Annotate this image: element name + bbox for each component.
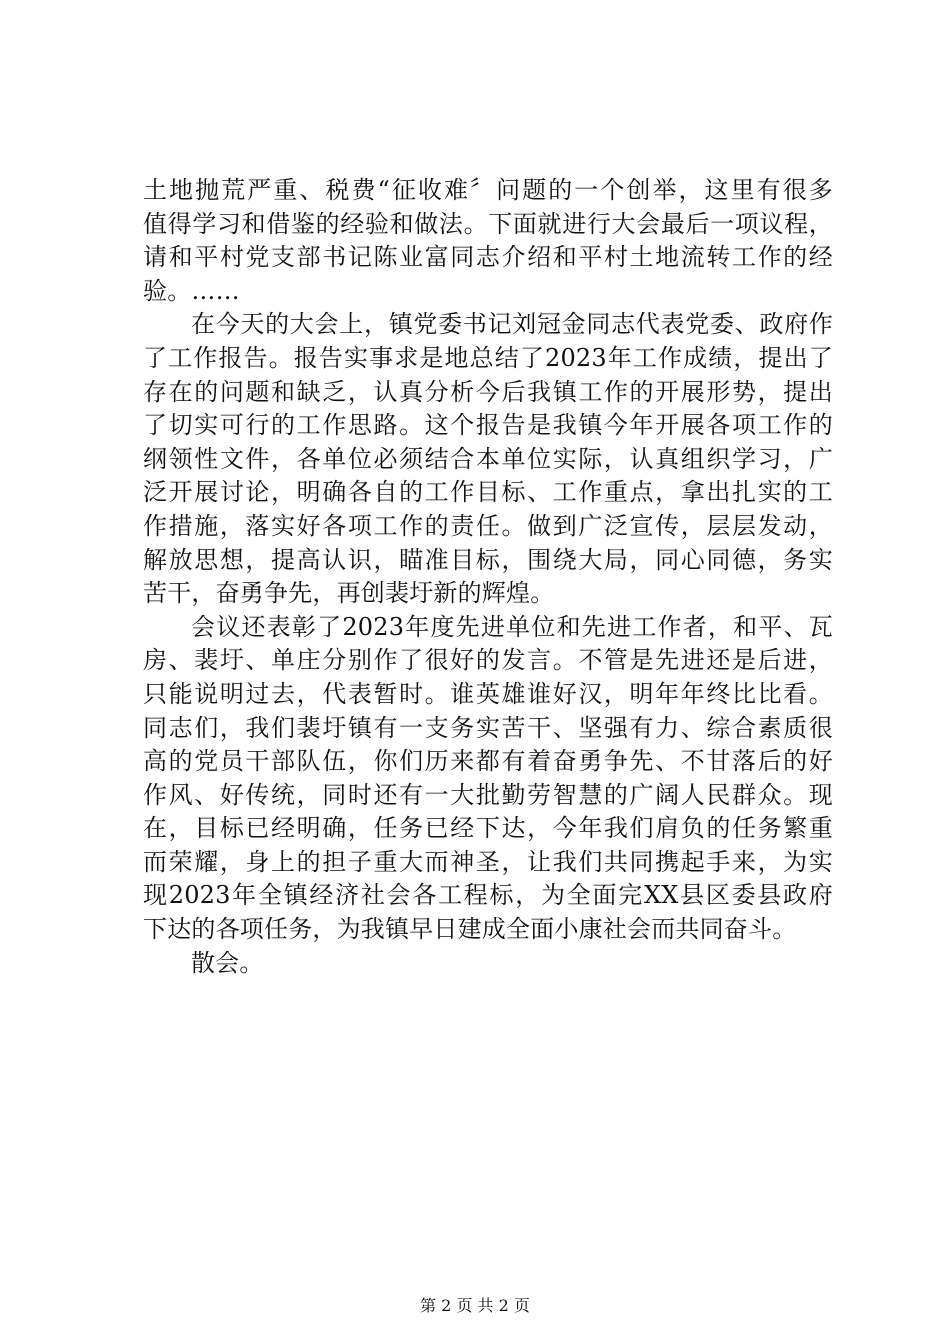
text-line: 苦干，奋勇争先，再创裴圩新的辉煌。 [143,579,555,608]
text-line: 纲领性文件，各单位必须结合本单位实际，认真组织学习，广 [143,444,833,473]
text-line: 在，目标已经明确，任务已经下达，今年我们肩负的任务繁重 [143,814,833,843]
text-line: 作措施，落实好各项工作的责任。做到广泛宣传，层层发动， [143,511,833,540]
text-line: 而荣耀，身上的担子重大而神圣，让我们共同携起手来，为实 [143,847,833,876]
page-number-footer: 第 2 页 共 2 页 [420,1296,530,1315]
text-line: 下达的各项任务，为我镇早日建成全面小康社会而共同奋斗。 [143,915,797,944]
text-line: 泛开展讨论，明确各自的工作目标、工作重点，拿出扎实的工 [143,478,833,507]
text-line: 解放思想，提高认识，瞄准目标，围绕大局，同心同德，务实 [143,545,833,574]
text-line: 验。…… [143,276,240,305]
text-line: 存在的问题和缺乏，认真分析今后我镇工作的开展形势，提出 [143,377,833,406]
text-line: 值得学习和借鉴的经验和做法。下面就进行大会最后一项议程， [143,209,833,238]
text-line: 只能说明过去，代表暂时。谁英雄谁好汉，明年年终比比看。 [143,679,833,708]
text-line: 同志们，我们裴圩镇有一支务实苦干、坚强有力、综合素质很 [143,713,833,742]
paragraph-adjourn [143,947,833,981]
text-line: 土地抛荒严重、税费“征收难〞问题的一个创举，这里有很多 [143,176,833,204]
text-line: 作风、好传统，同时还有一大批勤劳智慧的广阔人民群众。现 [143,780,833,809]
text-line: 高的党员干部队伍，你们历来都有着奋勇争先、不甘落后的好 [143,747,833,776]
text-line: 了切实可行的工作思路。这个报告是我镇今年开展各项工作的 [143,411,833,440]
text-line: 现2023年全镇经济社会各工程标，为全面完XX县区委县政府 [143,881,833,910]
text-line: 了工作报告。报告实事求是地总结了2023年工作成绩，提出了 [143,343,833,372]
text-line: 在今天的大会上，镇党委书记刘冠金同志代表党委、政府作 [191,310,833,339]
text-line: 请和平村党支部书记陈业富同志介绍和平村土地流转工作的经 [143,243,833,272]
paragraph-work-report [143,308,833,610]
text-line: 房、裴圩、单庄分别作了很好的发言。不管是先进还是后进， [143,646,833,675]
document-body [143,174,833,980]
paragraph-intro-continuation [143,174,833,308]
paragraph-commendation [143,611,833,947]
text-line: 散会。 [191,948,264,977]
text-line: 会议还表彰了2023年度先进单位和先进工作者，和平、瓦 [191,612,833,641]
